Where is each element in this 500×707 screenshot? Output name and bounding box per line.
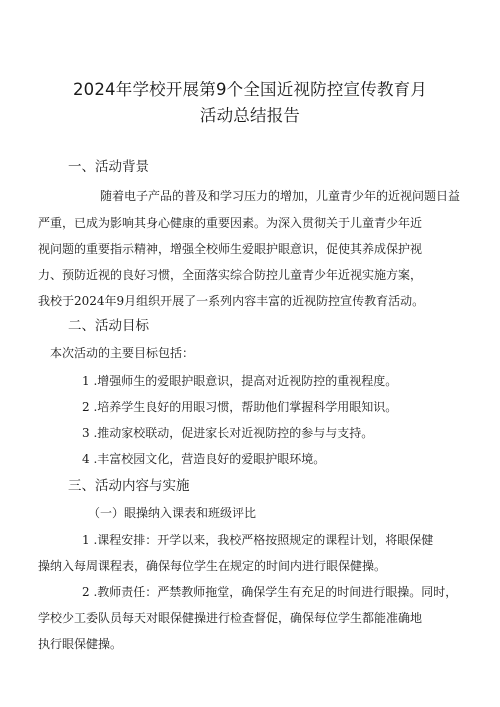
section-heading-background: 一、活动背景	[68, 159, 149, 175]
paragraph-line: 学校少工委队员每天对眼保健操进行检查督促，确保每位学生都能准确地	[38, 611, 423, 625]
goal-item: 2 .培养学生良好的用眼习惯，帮助他们掌握科学用眼知识。	[82, 400, 398, 414]
paragraph-line: 严重，已成为影响其身心健康的重要因素。为深入贯彻关于儿童青少年近	[38, 216, 423, 230]
goals-intro: 本次活动的主要目标包括：	[50, 346, 195, 360]
goal-item: 4 .丰富校园文化，营造良好的爱眼护眼环境。	[82, 452, 326, 466]
subsection-heading: （一）眼操纳入课表和班级评比	[88, 506, 257, 520]
section-heading-goals: 二、活动目标	[68, 318, 149, 334]
document-title-line-1: 2024年学校开展第9个全国近视防控宣传教育月	[72, 80, 428, 99]
section-heading-content: 三、活动内容与实施	[68, 478, 190, 494]
paragraph-line: 操纳入每周课程表，确保每位学生在规定的时间内进行眼保健操。	[38, 559, 387, 573]
paragraph-line: 随着电子产品的普及和学习压力的增加，儿童青少年的近视问题日益	[100, 189, 461, 203]
paragraph-line: 视问题的重要指示精神，增强全校师生爱眼护眼意识，促使其养成保护视	[38, 242, 423, 256]
paragraph-line: 1 .课程安排：开学以来，我校严格按照规定的课程计划，将眼保健	[82, 533, 434, 547]
paragraph-line: 执行眼保健操。	[38, 637, 123, 651]
paragraph-line: 2 .教师责任：严禁教师拖堂，确保学生有充足的时间进行眼操。同时，	[82, 585, 458, 599]
goal-item: 1 .增强师生的爱眼护眼意识，提高对近视防控的重视程度。	[82, 374, 398, 388]
paragraph-line: 力、预防近视的良好习惯，全面落实综合防控儿童青少年近视实施方案，	[38, 268, 423, 282]
document-title-line-2: 活动总结报告	[199, 106, 301, 125]
goal-item: 3 .推动家校联动，促进家长对近视防控的参与与支持。	[82, 426, 374, 440]
paragraph-line: 我校于2024年9月组织开展了一系列内容丰富的近视防控宣传教育活动。	[38, 294, 425, 308]
